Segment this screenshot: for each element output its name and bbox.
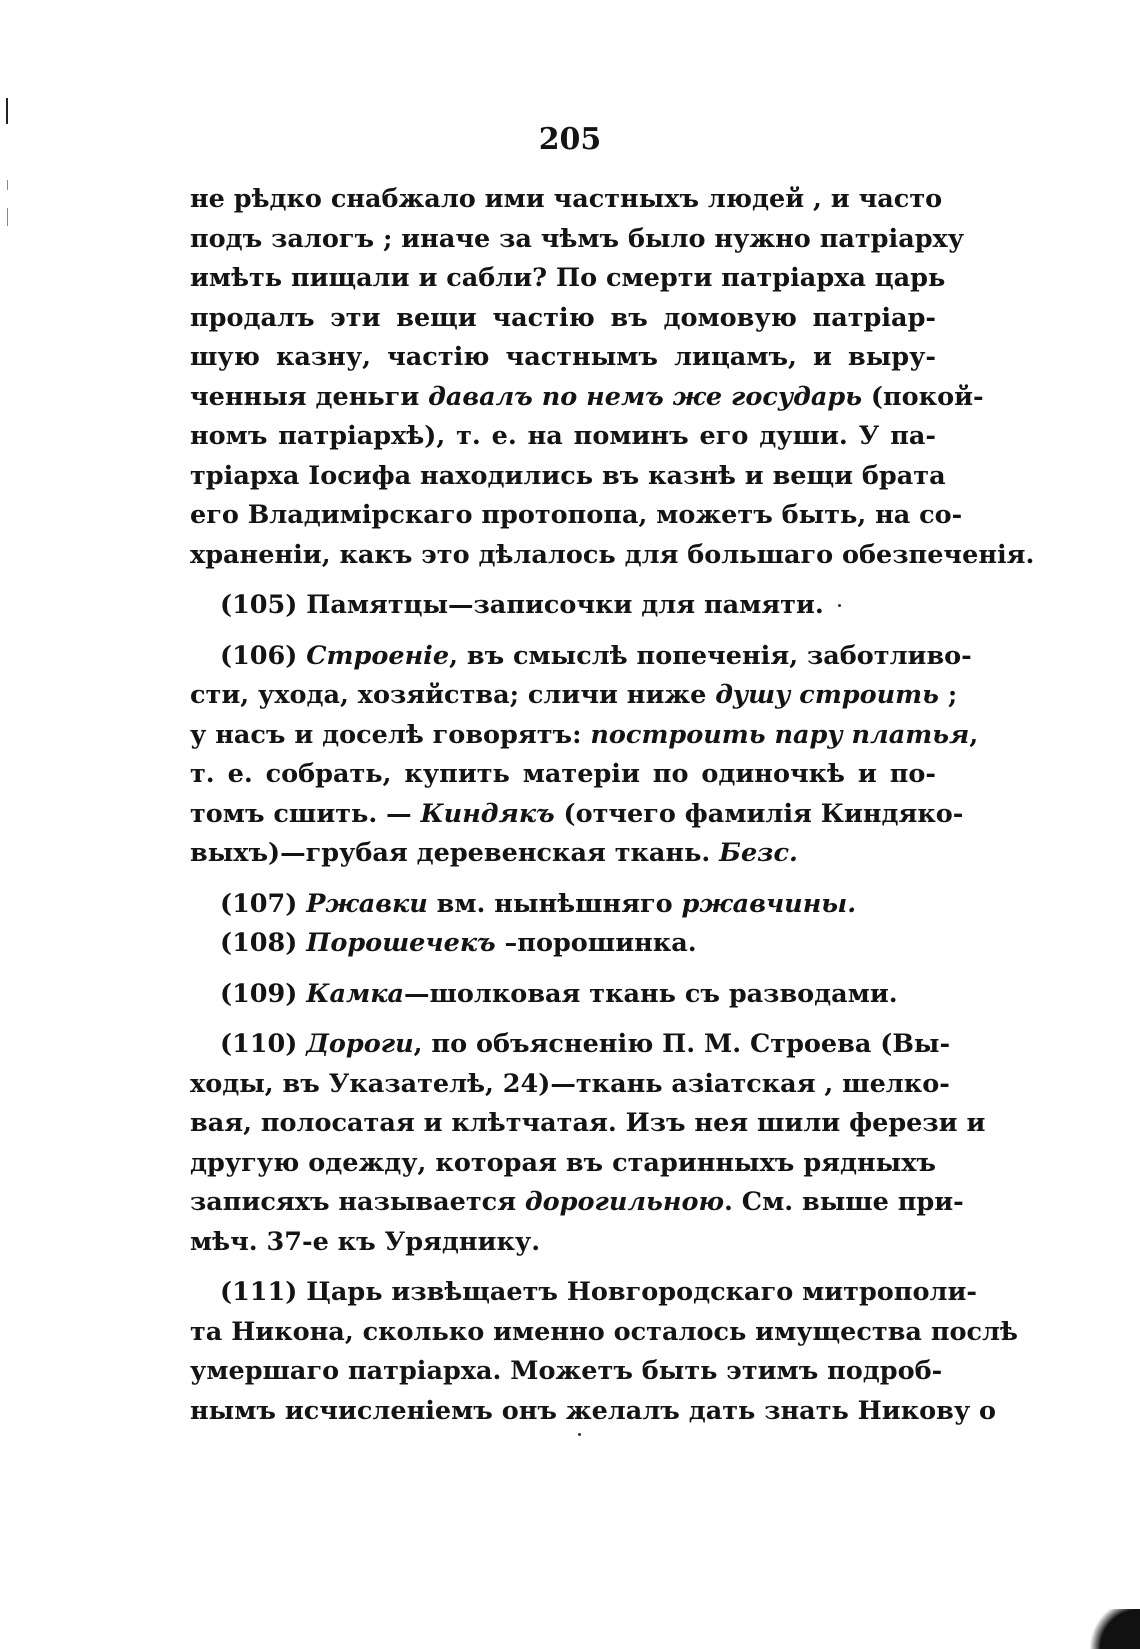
scan-corner-shadow bbox=[1080, 1609, 1140, 1649]
text-segment: ченныя деньги bbox=[190, 381, 429, 412]
text-line bbox=[190, 259, 946, 299]
text-line bbox=[190, 378, 984, 418]
text-segment: номъ патріархѣ), т. е. на поминъ его души. У па- bbox=[190, 421, 936, 451]
text-line bbox=[190, 180, 943, 220]
text-segment: не рѣдко снабжало ими частныхъ людей , и часто bbox=[190, 184, 943, 214]
text-line bbox=[190, 1223, 936, 1263]
text-line bbox=[190, 220, 965, 260]
text-segment: . См. выше при- bbox=[724, 1187, 964, 1217]
text-segment: подъ залогъ ; иначе за чѣмъ было нужно патріарху bbox=[190, 223, 965, 254]
text-segment: тріарха Іосифа находились въ казнѣ и вещи брата bbox=[190, 460, 946, 491]
text-segment: (105) Памятцы—записочки для памяти. bbox=[220, 590, 824, 620]
text-segment: вм. нынѣшняго bbox=[427, 888, 682, 919]
text-segment: имѣть пищали и сабли? По смерти патріарха царь bbox=[190, 263, 946, 293]
text-segment: сти, ухода, хозяйства; сличи ниже bbox=[190, 680, 716, 710]
text-segment: храненіи, какъ это дѣлалось для большаго обезпеченія. bbox=[190, 539, 1035, 570]
text-segment: (покой- bbox=[862, 381, 984, 412]
italic-term: Дороги bbox=[306, 1029, 414, 1059]
italic-term: дорогильною bbox=[524, 1187, 725, 1217]
text-segment: ходы, въ Указателѣ, 24)—ткань азіатская , шелко- bbox=[190, 1068, 950, 1099]
text-segment: —шолковая ткань съ разводами. bbox=[404, 978, 898, 1009]
text-segment: томъ сшить. — bbox=[190, 798, 421, 829]
italic-term: ржавчины. bbox=[681, 888, 857, 919]
text-segment: выхъ)—грубая деревенская ткань. bbox=[190, 838, 720, 868]
text-segment: , bbox=[969, 719, 979, 750]
text-line bbox=[190, 586, 936, 626]
text-line bbox=[190, 457, 946, 497]
text-segment: у насъ и доселѣ говорятъ: bbox=[190, 719, 591, 750]
text-line bbox=[190, 1273, 977, 1313]
text-segment: –порошинка. bbox=[495, 928, 697, 958]
text-segment: (108) bbox=[220, 928, 307, 958]
italic-term: построить пару платья bbox=[590, 719, 970, 750]
text-line bbox=[190, 1144, 936, 1184]
italic-term: душу строить bbox=[715, 680, 939, 710]
text-line bbox=[190, 795, 964, 835]
text-segment: шую казну, частію частнымъ лицамъ, и выру- bbox=[190, 342, 936, 372]
text-segment: т. е. собрать, купить матеріи по одиночкѣ и по- bbox=[190, 759, 936, 789]
body-text bbox=[190, 180, 1035, 1431]
text-segment: нымъ исчисленіемъ онъ желалъ дать знать Никову о bbox=[190, 1395, 997, 1426]
text-line bbox=[190, 1065, 950, 1105]
italic-term: давалъ по немъ же государь bbox=[428, 381, 863, 412]
italic-term: Камка bbox=[306, 978, 404, 1009]
text-line bbox=[190, 676, 958, 716]
scan-margin-mark bbox=[7, 208, 8, 226]
text-segment: мѣч. 37-е къ Уряднику. bbox=[190, 1226, 541, 1257]
text-segment: умершаго патріарха. Можетъ быть этимъ подроб- bbox=[190, 1356, 943, 1386]
italic-term: Безс. bbox=[719, 838, 798, 868]
text-line bbox=[190, 1352, 943, 1392]
page-number: 205 bbox=[538, 122, 602, 157]
text-line bbox=[190, 417, 936, 457]
text-segment: , въ смыслѣ попеченія, заботливо- bbox=[449, 640, 972, 671]
text-segment: (109) bbox=[220, 978, 307, 1009]
text-line bbox=[190, 924, 936, 964]
text-line bbox=[190, 716, 979, 756]
text-line bbox=[190, 1313, 1018, 1353]
text-line bbox=[190, 338, 936, 378]
text-segment: его Владимірскаго протопопа, можетъ быть, на со- bbox=[190, 500, 963, 530]
text-segment: вая, полосатая и клѣтчатая. Изъ нея шили ферези и bbox=[190, 1108, 986, 1138]
text-segment: (отчего фамилія Киндяко- bbox=[554, 798, 964, 829]
text-line bbox=[190, 1392, 997, 1432]
text-segment: (107) bbox=[220, 888, 307, 919]
text-segment: (111) Царь извѣщаетъ Новгородскаго митрополи- bbox=[220, 1277, 977, 1307]
italic-term: Киндякъ bbox=[420, 798, 555, 829]
text-segment: другую одежду, которая въ старинныхъ рядныхъ bbox=[190, 1147, 936, 1178]
text-line bbox=[190, 536, 1035, 576]
text-line bbox=[190, 299, 936, 339]
text-line bbox=[190, 885, 936, 925]
text-line bbox=[190, 496, 963, 536]
text-segment: ; bbox=[939, 680, 958, 710]
text-line bbox=[190, 637, 972, 677]
text-line bbox=[190, 755, 936, 795]
text-line bbox=[190, 1183, 964, 1223]
scan-margin-mark bbox=[6, 98, 8, 124]
text-line bbox=[190, 1025, 951, 1065]
text-line bbox=[190, 834, 936, 874]
text-line bbox=[190, 975, 936, 1015]
text-segment: продалъ эти вещи частію въ домовую патріар- bbox=[190, 302, 936, 333]
speck bbox=[838, 604, 841, 607]
italic-term: Порошечекъ bbox=[306, 928, 496, 958]
text-segment: (106) bbox=[220, 640, 307, 671]
scan-margin-mark bbox=[7, 180, 8, 190]
text-segment: та Никона, сколько именно осталось имущества послѣ bbox=[190, 1316, 1018, 1347]
text-segment: (110) bbox=[220, 1029, 307, 1059]
text-segment: записяхъ называется bbox=[190, 1187, 525, 1217]
italic-term: Ржавки bbox=[306, 888, 428, 919]
italic-term: Строеніе bbox=[306, 640, 450, 671]
text-segment: , по объясненію П. М. Строева (Вы- bbox=[413, 1029, 951, 1059]
speck bbox=[578, 1433, 581, 1436]
text-line bbox=[190, 1104, 986, 1144]
